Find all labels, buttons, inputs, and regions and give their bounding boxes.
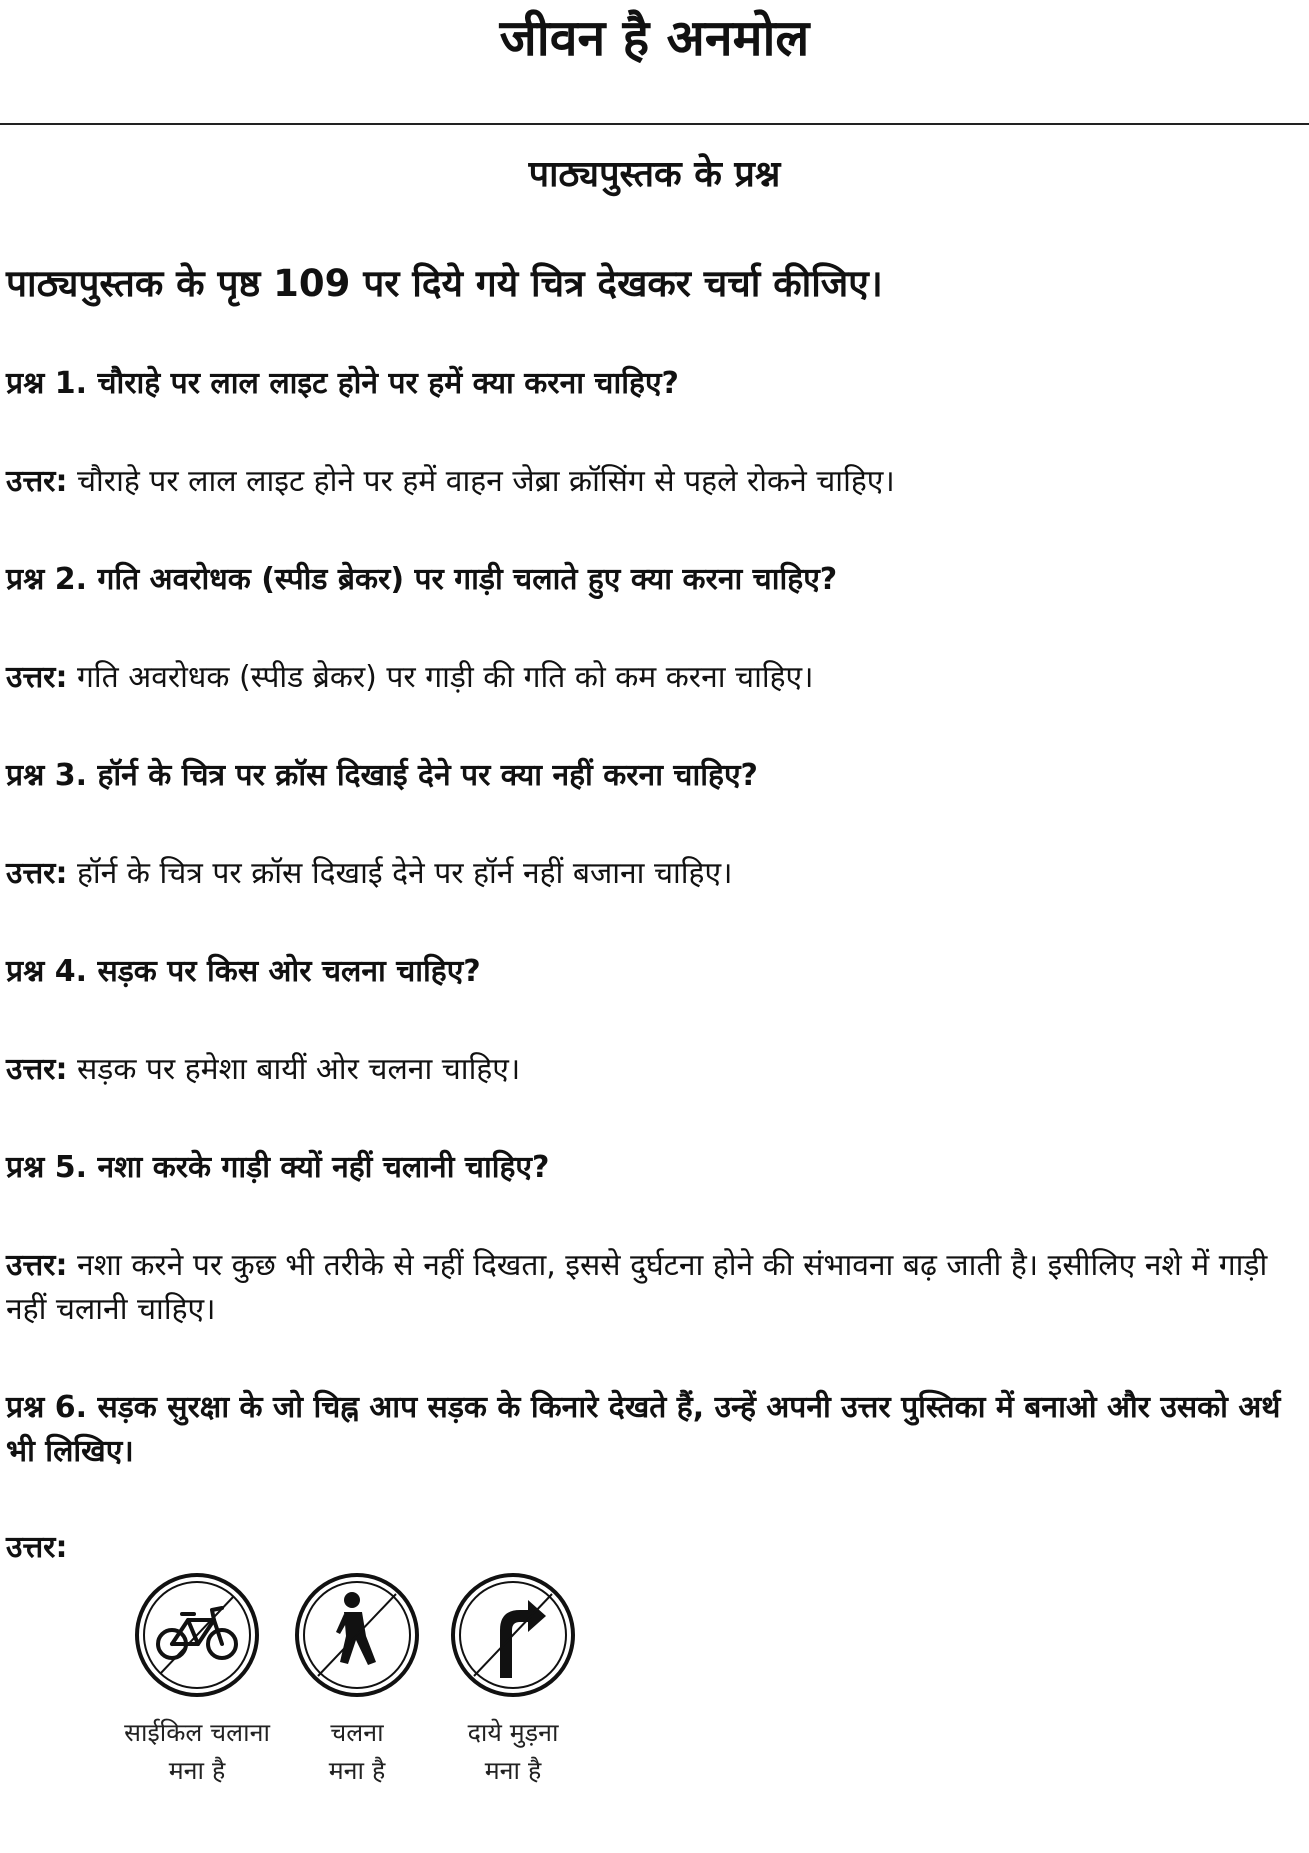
question-4: प्रश्न 4. सड़क पर किस ओर चलना चाहिए? xyxy=(6,954,481,989)
answer-text: हॉर्न के चित्र पर क्रॉस दिखाई देने पर हॉर्न नहीं बजाना चाहिए। xyxy=(76,856,733,891)
question-5: प्रश्न 5. नशा करके गाड़ी क्यों नहीं चलानी चाहिए? xyxy=(6,1150,550,1185)
answer-5 xyxy=(6,1244,1296,1332)
sign-caption-3: दाये मुड़ना मना है xyxy=(467,1718,559,1785)
road-signs-figure xyxy=(100,1570,600,1800)
title-divider xyxy=(0,123,1309,125)
instruction-heading: पाठ्यपुस्तक के पृष्ठ 109 पर दिये गये चित्र देखकर चर्चा कीजिए। xyxy=(6,262,883,305)
answer-label: उत्तर: xyxy=(6,464,68,499)
answer-1 xyxy=(6,460,1296,504)
question-1: प्रश्न 1. चौराहे पर लाल लाइट होने पर हमें क्या करना चाहिए? xyxy=(6,366,679,401)
sign-caption-1: साईकिल चलाना मना है xyxy=(124,1718,270,1785)
no-cycling-sign-icon xyxy=(132,1570,262,1700)
answer-2 xyxy=(6,656,1296,700)
answer-label: उत्तर: xyxy=(6,660,68,695)
page-title: जीवन है अनमोल xyxy=(499,9,810,67)
question-3: प्रश्न 3. हॉर्न के चित्र पर क्रॉस दिखाई देने पर क्या नहीं करना चाहिए? xyxy=(6,758,758,793)
question-2: प्रश्न 2. गति अवरोधक (स्पीड ब्रेकर) पर गाड़ी चलाते हुए क्या करना चाहिए? xyxy=(6,562,838,597)
no-right-turn-sign-icon xyxy=(448,1570,578,1700)
answer-6 xyxy=(6,1526,1296,1570)
answer-text: चौराहे पर लाल लाइट होने पर हमें वाहन जेब्रा क्रॉसिंग से पहले रोकने चाहिए। xyxy=(76,464,895,499)
answer-3 xyxy=(6,852,1296,896)
no-pedestrians-sign-icon xyxy=(292,1570,422,1700)
answer-label: उत्तर: xyxy=(6,856,68,891)
answer-label: उत्तर: xyxy=(6,1052,68,1087)
answer-label: उत्तर: xyxy=(6,1248,68,1283)
answer-text: गति अवरोधक (स्पीड ब्रेकर) पर गाड़ी की गति को कम करना चाहिए। xyxy=(76,660,814,695)
answer-text: नशा करने पर कुछ भी तरीके से नहीं दिखता, इससे दुर्घटना होने की संभावना बढ़ जाती है। इसीलिए नशे में गाड़ी नहीं चलानी चाहिए। xyxy=(6,1248,1268,1327)
answer-4 xyxy=(6,1048,1296,1092)
sign-caption-2: चलना मना है xyxy=(328,1718,386,1785)
question-6: प्रश्न 6. सड़क सुरक्षा के जो चिह्न आप सड़क के किनारे देखते हैं, उन्हें अपनी उत्तर पुस्तिका में बनाओ और उसको अर्थ भी लिखिए। xyxy=(6,1390,1281,1469)
section-heading: पाठ्यपुस्तक के प्रश्न xyxy=(528,154,781,195)
answer-text: सड़क पर हमेशा बायीं ओर चलना चाहिए। xyxy=(76,1052,521,1087)
answer-label: उत्तर: xyxy=(6,1530,68,1565)
